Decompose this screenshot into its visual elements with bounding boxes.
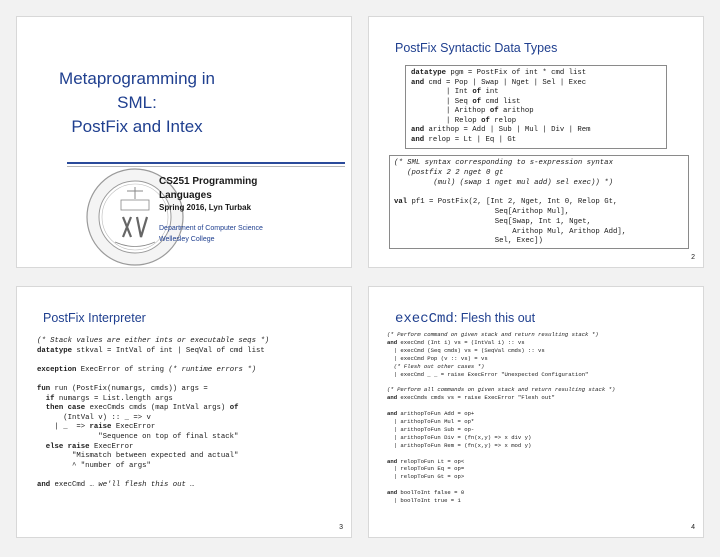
course-line-1: CS251 Programming xyxy=(159,176,258,187)
dept-line-2: Wellesley College xyxy=(159,236,215,243)
title-rule xyxy=(67,162,345,164)
slide-1 xyxy=(16,16,352,268)
execcmd-code: (* Perform command on given stack and return resulting stack *) and execCmd (Int i) vs = (IntVal i) :: vs | execCmd (Seq cmds) vs = (SeqVal cmds) :: vs | execCmd Pop (v :: vs) = vs (* Flesh out other cases *) | execCmd _ _ = raise ExecError "Unexpected Configuration" (* Perform all commands on given stack and return resulting stack *) and execCmds cmds vs = raise ExecError "Flesh out" and arithopToFun Add = op+ | arithopToFun Mul = op* | arithopToFun Sub = op- | arithopToFun Div = (fn(x,y) => x div y) | arithopToFun Rem = (fn(x,y) => x mod y) and relopToFun Lt = op< | relopToFun Eq = op= | relopToFun Gt = op> and boolToInt false = 0 | boolToInt true = 1 xyxy=(387,331,616,505)
term-author: Spring 2016, Lyn Turbak xyxy=(159,203,252,212)
slide-4-title xyxy=(395,311,535,327)
slide-2-title: PostFix Syntactic Data Types xyxy=(395,41,558,55)
title-rest: : Flesh this out xyxy=(453,311,536,325)
title-line-1: Metaprogramming in SML: xyxy=(59,69,215,112)
datatype-code-box xyxy=(405,65,667,149)
slide-3 xyxy=(16,286,352,538)
example-code-box xyxy=(389,155,689,249)
title-line-2: PostFix and Intex xyxy=(71,117,203,136)
interpreter-code: (* Stack values are either ints or executable seqs *) datatype stkval = IntVal of int | SeqVal of cmd list exception ExecError of string (* runtime errors *) fun run (PostFix(numargs, cmds)) args = if numargs = List.length args then case execCmds cmds (map IntVal args) of (IntVal v) :: _ => v | _ => raise ExecError "Sequence on top of final stack" else raise ExecError "Mismatch between expected and actual" ^ "number of args" and execCmd … we'll flesh this out … xyxy=(37,337,270,489)
dept-line-1: Department of Computer Science xyxy=(159,225,263,232)
example-code: (* SML syntax corresponding to s-expression syntax (postfix 2 2 nget 0 gt (mul) (swap 1 nget mul add) sel exec)) *) val pf1 = PostFix(2, [Int 2, Nget, Int 0, Relop Gt, Seq[Arithop Mul], Seq[Swap, Int 1, Nget, Arithop Mul, Arithop Add], Sel, Exec]) xyxy=(394,159,627,246)
page-number: 3 xyxy=(339,524,343,531)
title-code: execCmd xyxy=(395,311,454,327)
course-line-2: Languages xyxy=(159,190,212,201)
department xyxy=(159,223,263,245)
page-number: 2 xyxy=(691,254,695,261)
datatype-code: datatype pgm = PostFix of int * cmd list and cmd = Pop | Swap | Nget | Sel | Exec | Int of int | Seq of cmd list | Arithop of arithop | Relop of relop and arithop = Add | Sub | Mul | Div | Rem and relop = Lt | Eq | Gt xyxy=(411,69,591,144)
slide-1-title xyxy=(37,67,237,139)
page-number: 4 xyxy=(691,524,695,531)
course-name xyxy=(159,175,257,203)
slide-4 xyxy=(368,286,704,538)
slide-2 xyxy=(368,16,704,268)
slide-3-title: PostFix Interpreter xyxy=(43,311,146,325)
